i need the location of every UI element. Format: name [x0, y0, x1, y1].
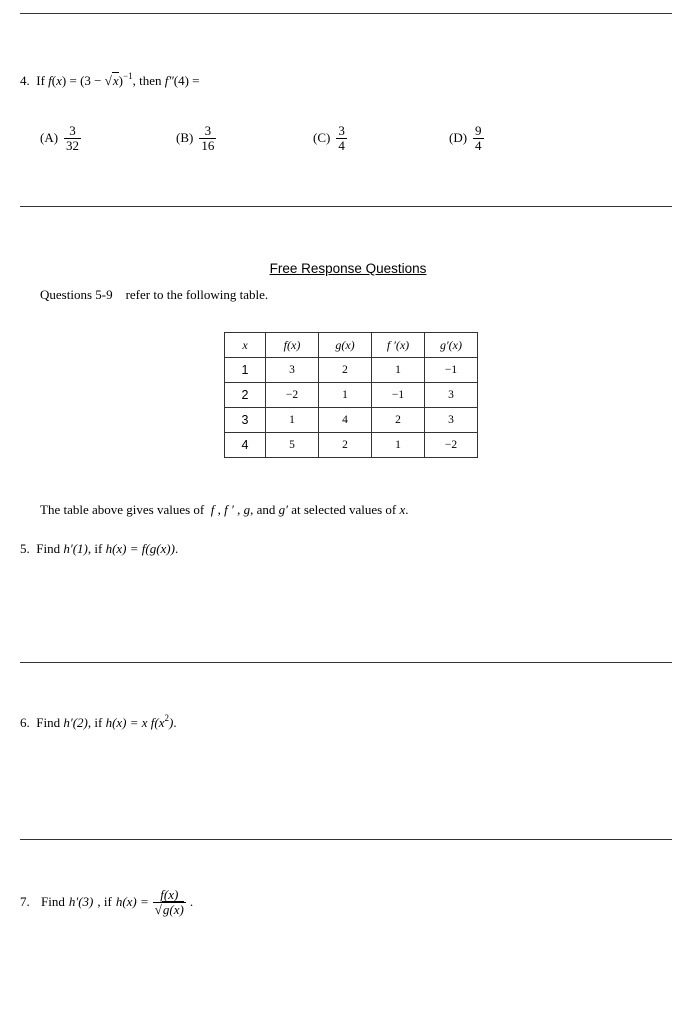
- table-cell: 3: [225, 408, 266, 433]
- choice-fraction: [336, 124, 347, 152]
- q4-choice-d[interactable]: [449, 124, 484, 152]
- choice-label: (A): [40, 130, 59, 146]
- caption-end: .: [405, 502, 409, 517]
- q4-lhs-close: ) = (3 −: [61, 73, 102, 88]
- caption-fprime: f ′: [224, 502, 234, 517]
- table-row: [225, 408, 478, 433]
- q6-exponent: 2: [164, 713, 169, 723]
- q5-find: Find: [36, 541, 61, 556]
- header-g: g(x): [319, 333, 372, 358]
- q7-fraction: [153, 888, 186, 916]
- q6-definition-pre: h(x) = x f(x: [105, 715, 165, 730]
- fraction-numerator: 9: [475, 123, 482, 138]
- header-fprime: f ′(x): [372, 333, 425, 358]
- table-cell: 5: [266, 433, 319, 458]
- fraction-denominator: 4: [475, 137, 482, 153]
- q4-exponent: −1: [123, 71, 133, 81]
- choice-fraction: [473, 124, 484, 152]
- table-cell: 3: [266, 358, 319, 383]
- choice-fraction: [64, 124, 81, 152]
- values-table: [224, 332, 478, 458]
- choice-label: (C): [313, 130, 331, 146]
- header-x: x: [225, 333, 266, 358]
- q5-hprime: h′(1): [63, 541, 88, 556]
- q4-lhs-open: (: [51, 73, 57, 88]
- table-cell: 4: [225, 433, 266, 458]
- table-row: [225, 358, 478, 383]
- q4-prefix: If: [36, 73, 45, 88]
- question-5: [20, 541, 178, 557]
- q6-hprime: h′(2): [63, 715, 88, 730]
- free-response-heading: Free Response Questions: [269, 261, 427, 276]
- q4-fpp: f″: [164, 73, 174, 88]
- table-cell: 2: [319, 358, 372, 383]
- q7-hprime: h′(3): [68, 894, 94, 910]
- table-cell: −2: [266, 383, 319, 408]
- q7-find: Find: [41, 894, 65, 910]
- table-cell: 1: [225, 358, 266, 383]
- q4-rhs-close: ): [118, 73, 124, 88]
- table-intro: Questions 5-9 refer to the following table.: [40, 287, 269, 302]
- q4-f: f: [48, 73, 52, 88]
- q4-choice-c[interactable]: [313, 124, 347, 152]
- q4-then: , then: [132, 73, 162, 88]
- caption-gprime: g′: [278, 502, 288, 517]
- q7-numerator: f(x): [160, 887, 179, 902]
- table-header-row: [225, 333, 478, 358]
- q4-x: x: [56, 73, 62, 88]
- q7-end: .: [189, 894, 194, 910]
- caption-g: g: [243, 502, 251, 517]
- q4-number: 4.: [20, 73, 30, 88]
- fraction-numerator: 3: [338, 123, 345, 138]
- q4-sqrt-arg: x: [112, 73, 119, 88]
- table-caption: The table above gives values of f , f ′ , g, and g′ at selected values of x.: [40, 502, 409, 517]
- caption-and: , and: [250, 502, 276, 517]
- table-cell: 1: [319, 383, 372, 408]
- table-cell: 1: [372, 433, 425, 458]
- q7-if: , if: [97, 894, 112, 910]
- table-row: [225, 433, 478, 458]
- choice-label: (D): [449, 130, 468, 146]
- question-4: [20, 73, 200, 89]
- fraction-denominator: 16: [201, 137, 215, 153]
- q6-if: , if: [87, 715, 103, 730]
- q6-definition-post: ): [169, 715, 174, 730]
- q6-find: Find: [36, 715, 61, 730]
- table-cell: 3: [425, 383, 478, 408]
- q6-number: 6.: [20, 715, 30, 730]
- header-gprime: g′(x): [425, 333, 478, 358]
- q7-lhs: h(x) =: [115, 894, 149, 910]
- divider-after-q5: [20, 662, 672, 663]
- table-row: [225, 383, 478, 408]
- fraction-denominator: 32: [66, 137, 80, 153]
- header-f: f(x): [266, 333, 319, 358]
- q6-end: .: [173, 715, 177, 730]
- table-cell: −1: [425, 358, 478, 383]
- sqrt-icon: √: [104, 73, 112, 88]
- caption-x: x: [399, 502, 406, 517]
- q4-fpp-arg: (4) =: [173, 73, 200, 88]
- divider-after-q6: [20, 839, 672, 840]
- table-cell: 1: [372, 358, 425, 383]
- caption-f: f: [210, 502, 215, 517]
- table-cell: 2: [225, 383, 266, 408]
- choice-label: (B): [176, 130, 194, 146]
- q5-definition: h(x) = f(g(x)): [105, 541, 175, 556]
- fraction-denominator: 4: [338, 137, 345, 153]
- table-cell: 1: [266, 408, 319, 433]
- q7-denominator-wrap: [153, 902, 186, 917]
- table-cell: 2: [319, 433, 372, 458]
- question-6: [20, 715, 177, 731]
- table-cell: 4: [319, 408, 372, 433]
- q7-denominator: g(x): [162, 901, 184, 917]
- table-cell: 3: [425, 408, 478, 433]
- choice-fraction: [199, 124, 216, 152]
- q5-number: 5.: [20, 541, 30, 556]
- divider-top: [20, 13, 672, 14]
- q5-if: , if: [87, 541, 103, 556]
- fraction-numerator: 3: [204, 123, 212, 138]
- q5-end: .: [174, 541, 179, 556]
- sqrt-icon: √: [154, 901, 162, 917]
- caption-mid: at selected values of: [291, 502, 397, 517]
- q4-choice-a[interactable]: [40, 124, 81, 152]
- table-cell: −2: [425, 433, 478, 458]
- table-cell: −1: [372, 383, 425, 408]
- divider-after-q4: [20, 206, 672, 207]
- question-7: [20, 888, 193, 916]
- q4-choice-b[interactable]: [176, 124, 216, 152]
- fraction-numerator: 3: [69, 123, 76, 138]
- q7-number: 7.: [20, 894, 30, 910]
- caption-pre: The table above gives values of: [40, 502, 205, 517]
- table-cell: 2: [372, 408, 425, 433]
